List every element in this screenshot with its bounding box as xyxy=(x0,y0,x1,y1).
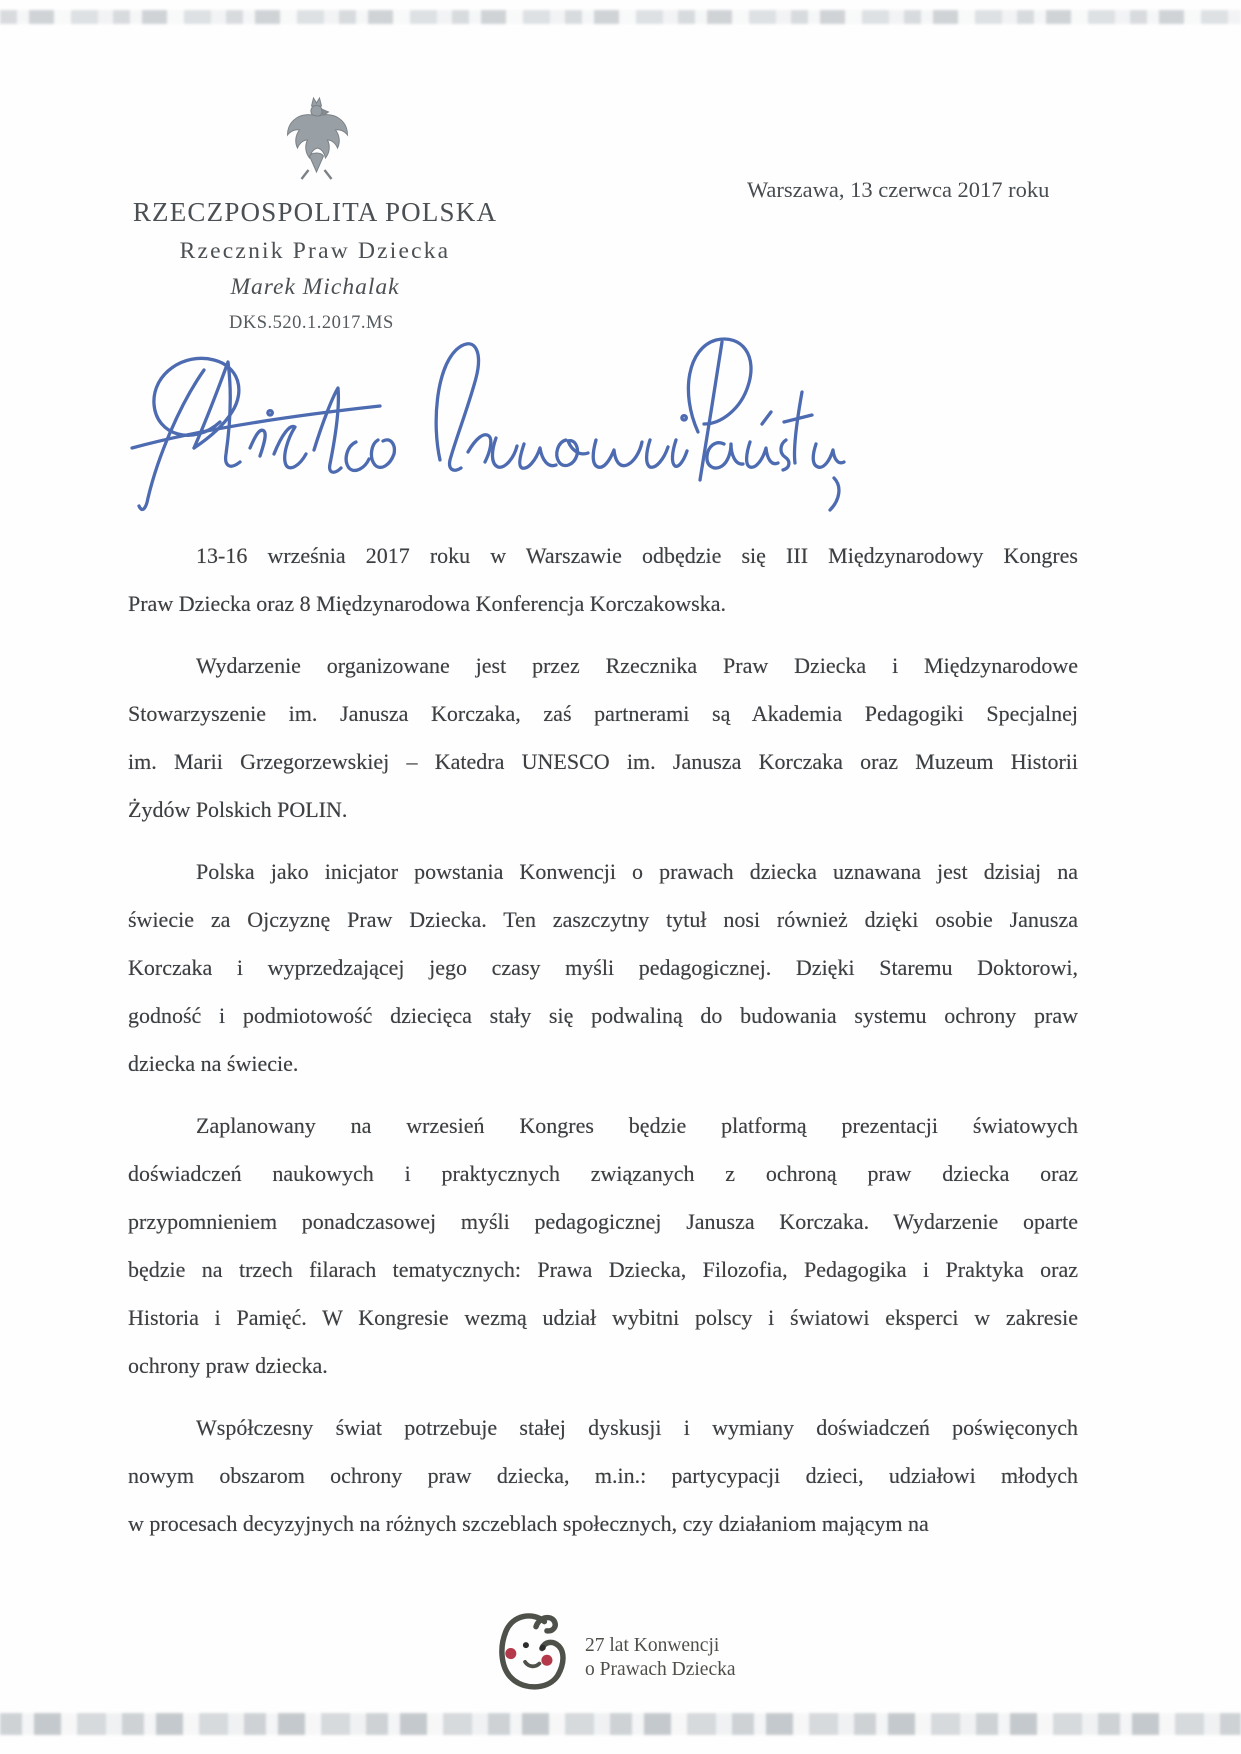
paragraph-line: ochrony praw dziecka. xyxy=(128,1353,328,1378)
paragraph-line: Korczaka i wyprzedzającej jego czasy myśli pedagogicznej. Dzięki Staremu Doktorowi, xyxy=(128,955,1078,980)
paragraph-line: Współczesny świat potrzebuje stałej dyskusji i wymiany doświadczeń poświęconych xyxy=(196,1415,1078,1440)
paragraph-line: będzie na trzech filarach tematycznych: Prawa Dziecka, Filozofia, Pedagogika i Praktyka oraz xyxy=(128,1257,1078,1282)
footer-caption-line1: 27 lat Konwencji xyxy=(585,1635,720,1656)
paragraph-line: Stowarzyszenie im. Janusza Korczaka, zaś partnerami są Akademia Pedagogiki Specjalnej xyxy=(128,701,1078,726)
paragraph xyxy=(128,642,1078,834)
paragraph-line: Historia i Pamięć. W Kongresie wezmą udział wybitni polscy i światowi eksperci w zakresie xyxy=(128,1305,1078,1330)
paragraph-line: doświadczeń naukowych i praktycznych związanych z ochroną praw dziecka oraz xyxy=(128,1161,1078,1186)
paragraph-line: 13-16 września 2017 roku w Warszawie odbędzie się III Międzynarodowy Kongres xyxy=(196,543,1078,568)
paragraph-line: dziecka na świecie. xyxy=(128,1051,299,1076)
paragraph-line: nowym obszarom ochrony praw dziecka, m.in.: partycypacji dzieci, udziałowi młodych xyxy=(128,1463,1078,1488)
dateline: Warszawa, 13 czerwca 2017 roku xyxy=(747,177,1050,202)
scan-artifact-top xyxy=(0,10,1241,24)
paragraph xyxy=(128,848,1078,1088)
paragraph xyxy=(128,1102,1078,1390)
paragraph-line: w procesach decyzyjnych na różnych szczeblach społecznych, czy działaniom mającym na xyxy=(128,1511,929,1536)
paragraph-line: Praw Dziecka oraz 8 Międzynarodowa Konferencja Korczakowska. xyxy=(128,591,727,616)
letter-body xyxy=(128,532,1078,1562)
reference-number: DKS.520.1.2017.MS xyxy=(229,313,394,333)
republic-title: RZECZPOSPOLITA POLSKA xyxy=(132,197,498,227)
footer-caption-line2: o Prawach Dziecka xyxy=(585,1658,736,1680)
polish-eagle-emblem-icon xyxy=(280,94,353,191)
paragraph-line: Polska jako inicjator powstania Konwencji o prawach dziecka uznawana jest dzisiaj na xyxy=(196,859,1078,884)
paragraph-line: Żydów Polskich POLIN. xyxy=(128,797,348,822)
paragraph-line: im. Marii Grzegorzewskiej – Katedra UNESCO im. Janusza Korczaka oraz Muzeum Historii xyxy=(128,749,1078,774)
paragraph-line: Zaplanowany na wrzesień Kongres będzie platformą prezentacji światowych xyxy=(196,1113,1078,1138)
signatory-name: Marek Michalak xyxy=(230,274,400,300)
paragraph xyxy=(128,532,1078,628)
paragraph-line: przypomnieniem ponadczasowej myśli pedagogicznej Janusza Korczaka. Wydarzenie oparte xyxy=(128,1209,1078,1234)
child-face-logo-icon xyxy=(494,1608,578,1699)
handwritten-salutation xyxy=(128,332,852,518)
scan-artifact-bottom xyxy=(0,1713,1241,1735)
paragraph-line: Wydarzenie organizowane jest przez Rzecznika Praw Dziecka i Międzynarodowe xyxy=(196,653,1078,678)
paragraph xyxy=(128,1404,1078,1548)
paragraph-line: godność i podmiotowość dziecięca stały się podwaliną do budowania systemu ochrony praw xyxy=(128,1003,1078,1028)
office-title: Rzecznik Praw Dziecka xyxy=(179,238,451,264)
paragraph-line: świecie za Ojczyznę Praw Dziecka. Ten zaszczytny tytuł nosi również dzięki osobie Janusza xyxy=(128,907,1078,932)
footer-caption xyxy=(585,1634,736,1681)
